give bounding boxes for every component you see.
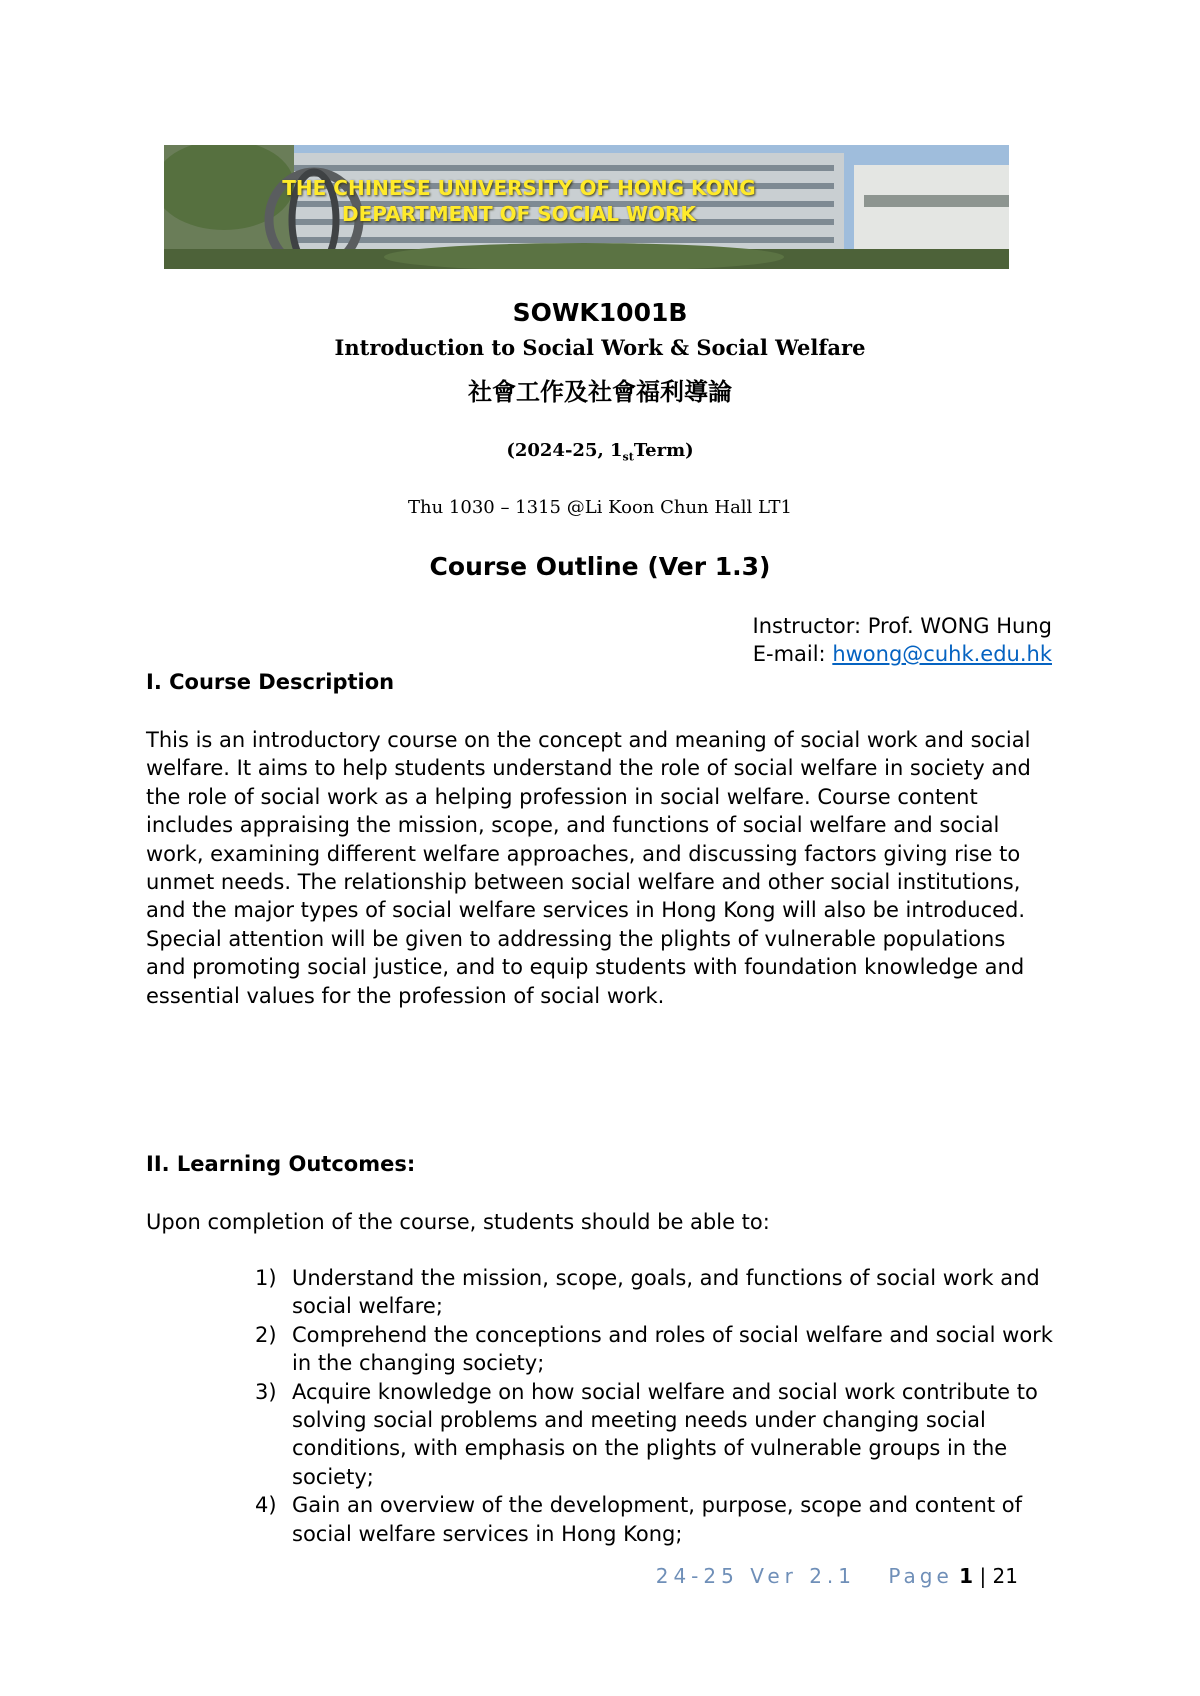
section-heading-description: I. Course Description: [146, 670, 395, 694]
course-code: SOWK1001B: [512, 298, 688, 327]
outcomes-intro: Upon completion of the course, students should be able to:: [146, 1210, 770, 1234]
footer-version: 24-25 Ver 2.1: [655, 1564, 857, 1588]
footer-separator: |: [979, 1564, 987, 1588]
list-item: [255, 1264, 1055, 1321]
list-item: [255, 1491, 1055, 1548]
list-item-text: Acquire knowledge on how social welfare and social work contribute to solving social problems and meeting needs under changing social conditions, with emphasis on the plights of vulnerable groups in the society;: [292, 1379, 1038, 1489]
instructor-block: [753, 612, 1053, 668]
course-description-text: This is an introductory course on the concept and meaning of social work and social welfare. It aims to help students understand the role of social welfare in society and the role of social work as a helping profession in social welfare. Course content includes appraising the mission, scope, and functions of social welfare and social work, examining different welfare approaches, and discussing factors giving rise to unmet needs. The relationship between social welfare and other social institutions, and the major types of social welfare services in Hong Kong will also be introduced. Special attention will be given to addressing the plights of vulnerable populations and promoting social justice, and to equip students with foundation knowledge and essential values for the profession of social work.: [146, 728, 1031, 1008]
email-link[interactable]: hwong@cuhk.edu.hk: [832, 642, 1052, 666]
footer-total-pages: 21: [992, 1564, 1018, 1588]
list-item-text: Gain an overview of the development, purpose, scope and content of social welfare services in Hong Kong;: [292, 1493, 1023, 1546]
learning-outcomes-list: [255, 1264, 1055, 1548]
class-time-venue: Thu 1030 – 1315 @Li Koon Chun Hall LT1: [408, 497, 792, 518]
list-item-number: 3): [255, 1379, 277, 1404]
banner-line-university: THE CHINESE UNIVERSITY OF HONG KONG: [282, 176, 756, 200]
footer-page-number: 1: [959, 1564, 974, 1588]
course-title-chinese: 社會工作及社會福利導論: [468, 378, 732, 406]
outline-title: Course Outline (Ver 1.3): [429, 552, 771, 581]
footer-page-label: Page: [888, 1564, 953, 1588]
section-heading-outcomes: II. Learning Outcomes:: [146, 1152, 416, 1176]
term-suffix: Term): [633, 440, 694, 461]
banner-title: [164, 175, 874, 227]
list-item-number: 4): [255, 1493, 277, 1518]
course-title-english: Introduction to Social Work & Social Welfare: [334, 335, 866, 360]
term-prefix: (2024-25, 1: [506, 440, 623, 461]
list-item-text: Comprehend the conceptions and roles of social welfare and social work in the changing society;: [292, 1322, 1053, 1376]
term-ordinal: st: [622, 450, 634, 464]
list-item-text: Understand the mission, scope, goals, and functions of social work and social welfare;: [292, 1266, 1040, 1319]
instructor-name: Instructor: Prof. WONG Hung: [752, 614, 1052, 638]
email-label: E-mail:: [752, 642, 833, 666]
banner-line-department: DEPARTMENT OF SOCIAL WORK: [342, 202, 696, 226]
list-item: [255, 1378, 1055, 1492]
page-footer: [0, 1564, 1018, 1588]
course-term: [0, 440, 1200, 464]
list-item-number: 2): [255, 1322, 277, 1347]
list-item: [255, 1321, 1055, 1378]
list-item-number: 1): [255, 1266, 277, 1290]
header-banner-image: [164, 145, 1009, 269]
instructor-email-line: [753, 640, 1053, 668]
